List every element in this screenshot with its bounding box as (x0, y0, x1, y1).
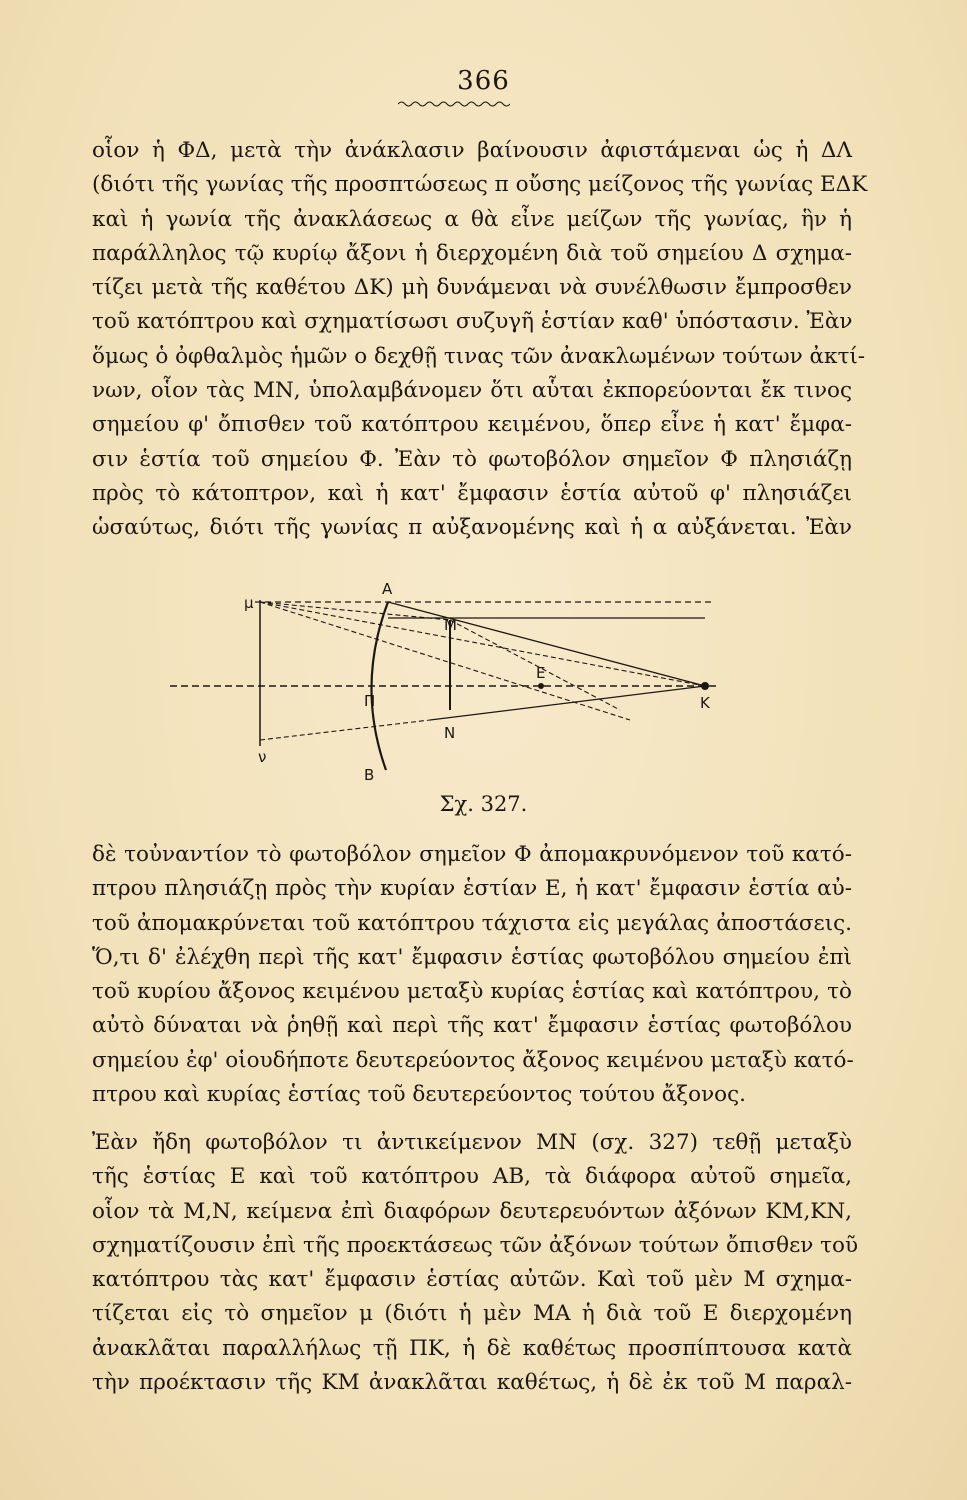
text-line: παράλληλος τῷ κυρίῳ ἄξονι ἡ διερχομένη διὰ τοῦ σημείου Δ σχημα- (92, 240, 852, 266)
label-pi: Π (364, 692, 376, 710)
text-line: καὶ ἡ γωνία τῆς ἀνακλάσεως α θὰ εἶνε μείζων τῆς γωνίας, ἣν ἡ (92, 206, 852, 232)
text-line: τίζεται εἰς τὸ σημεῖον μ (διότι ἡ μὲν ΜΑ ἡ διὰ τοῦ Ε διερχομένη (92, 1301, 852, 1327)
text-line: Ἐὰν ἤδη φωτοβόλον τι ἀντικείμενον ΜΝ (σχ. 327) τεθῇ μεταξὺ (92, 1130, 852, 1155)
text-line: κατόπτρου τὰς κατ' ἔμφασιν ἑστίας αὐτῶν. Καὶ τοῦ μὲν Μ σχημα- (92, 1267, 852, 1293)
label-mu: μ (244, 594, 254, 612)
ray-m-k (388, 602, 705, 686)
text-line: τοῦ ἀπομακρύνεται τοῦ κατόπτρου τάχιστα εἰς μεγάλας ἀποστάσεις. (92, 910, 852, 936)
text-line: τὴν προέκτασιν τῆς ΚΜ ἀνακλᾶται καθέτως, ἡ δὲ ἐκ τοῦ Μ παραλ- (92, 1370, 852, 1396)
text-line: αὐτὸ δύναται νὰ ῥηθῇ καὶ περὶ τῆς κατ' ἔμφασιν ἑστίας φωτοβόλου (92, 1013, 852, 1039)
ray-nu (260, 720, 430, 740)
text-line: σημείου ἐφ' οἱουδήποτε δευτερεύοντος ἄξονος κειμένου μεταξὺ κατό- (92, 1047, 854, 1073)
text-line: σχηματίζουσιν ἐπὶ τῆς προεκτάσεως τῶν ἀξόνων τούτων ὄπισθεν τοῦ (92, 1232, 859, 1258)
label-nu: ν (258, 748, 267, 766)
text-line: τοῦ κυρίου ἄξονος κειμένου μεταξὺ κυρίας ἑστίας καὶ κατόπτρου, τὸ (92, 979, 852, 1005)
text-line: Ὅ,τι δ' ἐλέχθη περὶ τῆς κατ' ἔμφασιν ἑστίας φωτοβόλου σημείου ἐπὶ (92, 944, 852, 970)
ornamental-rule (398, 100, 510, 108)
text-line: νων, οἷον τὰς ΜΝ, ὑπολαμβάνομεν ὅτι αὗται ἐκπορεύονται ἔκ τινος (92, 378, 852, 404)
text-line: πτρου καὶ κυρίας ἑστίας τοῦ δευτερεύοντος τούτου ἄξονος. (92, 1082, 746, 1108)
label-n: N (444, 724, 456, 742)
text-line: τῆς ἑστίας Ε καὶ τοῦ κατόπτρου ΑΒ, τὰ διάφορα αὐτοῦ σημεῖα, (92, 1164, 852, 1190)
text-line: (διότι τῆς γωνίας τῆς προσπτώσεως π οὔσης μείζονος τῆς γωνίας ΕΔΚ (92, 172, 868, 198)
text-line: ὡσαύτως, διότι τῆς γωνίας π αὐξανομένης καὶ ἡ α αὐξάνεται. Ἐὰν (92, 515, 852, 541)
text-line: πρὸς τὸ κάτοπτρον, καὶ ἡ κατ' ἔμφασιν ἑστία αὐτοῦ φ' πλησιάζει (92, 480, 852, 506)
point-e (538, 683, 544, 689)
label-k: K (700, 694, 710, 712)
text-line: οἷον τὰ Μ,Ν, κείμενα ἐπὶ διαφόρων δευτερευόντων ἀξόνων ΚΜ,ΚΝ, (92, 1198, 852, 1224)
label-m: M (444, 616, 457, 634)
text-line: οἷον ἡ ΦΔ, μετὰ τὴν ἀνάκλασιν βαίνουσιν ἀφιστάμεναι ὡς ἡ ΔΛ (92, 138, 852, 163)
ray-k-n (430, 686, 705, 720)
paragraph-3 (92, 1126, 859, 1400)
paragraph-2 (92, 838, 852, 1112)
text-line: σιν ἑστία τοῦ σημείου Φ. Ἐὰν τὸ φωτοβόλον σημεῖον Φ πλησιάζῃ (92, 446, 852, 472)
text-line: τίζει μετὰ τῆς καθέτου ΔΚ) μὴ δυνάμεναι νὰ συνέλθωσιν ἔμπροσθεν (92, 275, 852, 301)
label-e: E (536, 664, 546, 682)
figure-327-diagram (160, 580, 720, 790)
paragraph-1 (92, 134, 868, 546)
label-b: B (364, 766, 375, 784)
text-line: δὲ τοὐναντίον τὸ φωτοβόλον σημεῖον Φ ἀπομακρυνόμενον τοῦ κατό- (92, 842, 852, 867)
text-line: ἀνακλᾶται παραλλήλως τῇ ΠΚ, ἡ δὲ καθέτως προσπίπτουσα κατὰ (92, 1335, 852, 1361)
text-line: πτρου πλησιάζῃ πρὸς τὴν κυρίαν ἑστίαν Ε, ἡ κατ' ἔμφασιν ἑστία αὐ- (92, 876, 852, 902)
text-line: ὅμως ὁ ὀφθαλμὸς ἡμῶν ο δεχθῇ τινας τῶν ἀνακλωμένων τούτων ἀκτί- (92, 343, 866, 369)
page-number: 366 (457, 66, 510, 96)
text-line: τοῦ κατόπτρου καὶ σχηματίσωσι συζυγῆ ἑστίαν καθ' ὑπόστασιν. Ἐὰν (92, 309, 853, 335)
point-k (701, 682, 709, 690)
text-line: σημείου φ' ὄπισθεν τοῦ κατόπτρου κειμένου, ὅπερ εἶνε ἡ κατ' ἔμφα- (92, 412, 852, 438)
figure-caption: Σχ. 327. (439, 792, 528, 816)
label-a: A (382, 580, 393, 598)
